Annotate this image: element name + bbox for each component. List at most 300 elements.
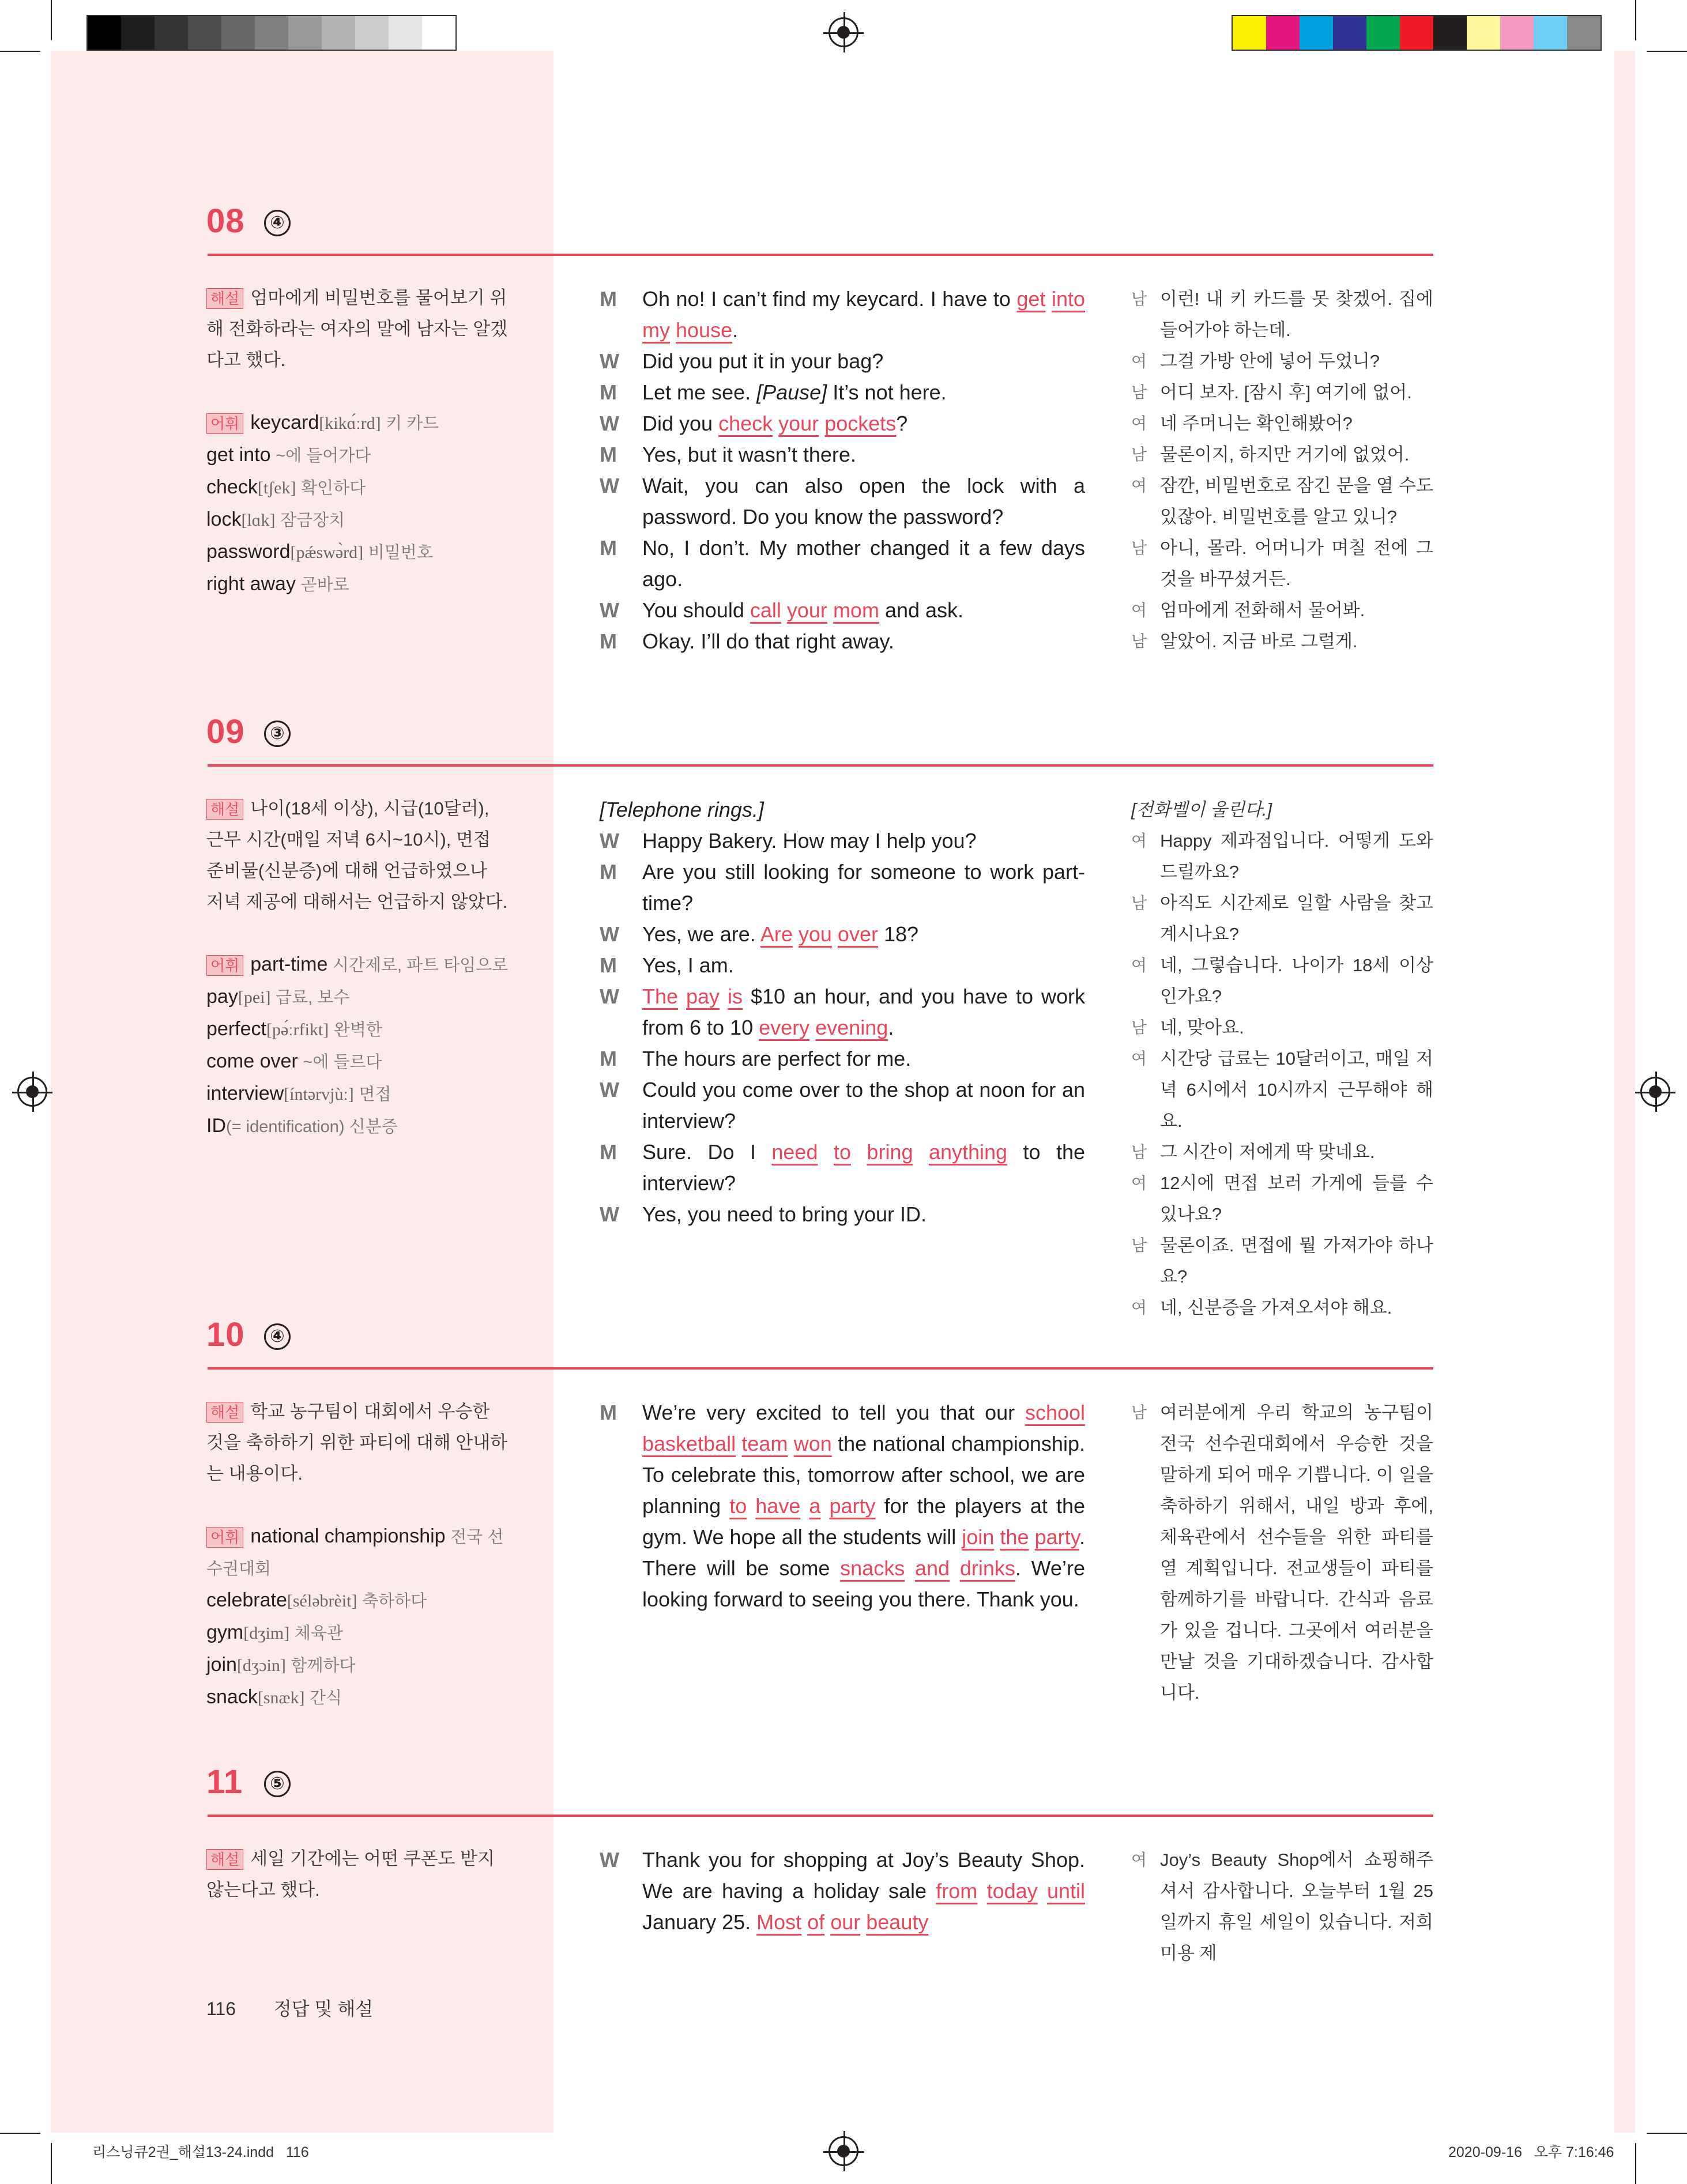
vocab-meaning: ~에 들르다 [303, 1053, 382, 1072]
blank-answer: evening [815, 1016, 888, 1039]
registration-mark-top [829, 17, 858, 47]
vocab-word: national championship [250, 1525, 446, 1547]
blank-answer: from [936, 1879, 978, 1903]
speaker: M [600, 536, 617, 560]
blank-answer: drinks [959, 1556, 1015, 1580]
vocab-meaning: 축하하다 [362, 1592, 427, 1610]
question-number: 11 [206, 1763, 243, 1801]
blank-answer: my [642, 318, 670, 342]
line-text [642, 377, 1085, 408]
vocab-word: come over [206, 1050, 298, 1072]
line-text: Yes, you need to bring your ID. [642, 1202, 927, 1226]
line-text: 물론이지, 하지만 거기에 없었어. [1160, 444, 1410, 465]
blank-answer: over [837, 922, 878, 946]
vocab-word: lock [206, 508, 242, 530]
speaker: 남 [1131, 894, 1147, 912]
blank-answer: check [718, 412, 773, 435]
color-bar [1232, 15, 1602, 51]
line-text: 엄마에게 전화해서 물어봐. [1160, 600, 1365, 620]
explanation-tag: 해설 [206, 288, 243, 309]
blank-answer: party [829, 1494, 876, 1518]
answer-circle: ③ [264, 721, 291, 747]
line-text [642, 919, 1085, 950]
vocab-list [206, 1521, 509, 1714]
vocab-phonetic: [pei] [238, 988, 271, 1007]
vocab-phonetic: [kikɑ́ːrd] [319, 414, 381, 433]
stage-direction: [Telephone rings.] [600, 798, 764, 821]
speaker: M [600, 860, 617, 884]
vocab-phonetic: [lɑk] [241, 511, 276, 530]
blank-answer: mom [833, 598, 879, 622]
dialogue-line [600, 1397, 1085, 1615]
speaker: W [600, 1078, 619, 1102]
speaker: 남 [1131, 539, 1147, 557]
vocab-meaning: (= identification) 신분증 [226, 1118, 398, 1136]
explanation-block [206, 1396, 509, 1714]
crop-mark [0, 2133, 40, 2134]
explanation-block [206, 1843, 509, 1906]
dialogue-english [600, 794, 1085, 1230]
text-run: Did you [642, 412, 719, 435]
text-run: . [888, 1016, 894, 1039]
vocab-phonetic: [séləbrèit] [287, 1591, 357, 1610]
korean-line [1131, 888, 1433, 950]
explanation [206, 282, 509, 376]
right-edge-background [1614, 51, 1635, 2133]
line-text [642, 981, 1085, 1043]
line-text: 시간당 급료는 10달러이고, 매일 저녁 6시에서 10시까지 근무해야 해요. [1160, 1048, 1433, 1131]
explanation [206, 793, 509, 918]
vocab-word: pay [206, 986, 238, 1008]
blank-answer: beauty [866, 1910, 929, 1934]
korean-line [1131, 1230, 1433, 1292]
line-text: Did you put it in your bag? [642, 349, 884, 373]
line-text: 알았어. 지금 바로 그럴게. [1160, 631, 1358, 651]
blank-answer: get [1016, 287, 1046, 311]
line-text: Yes, but it wasn’t there. [642, 443, 856, 466]
blank-answer: bring [867, 1140, 913, 1164]
blank-answer: join [962, 1525, 995, 1549]
korean-line [1131, 1168, 1433, 1230]
vocab-word: get into [206, 444, 271, 466]
question-number: 10 [206, 1316, 245, 1353]
text-run: $10 an hour, and you have to work from 6 to 10 [642, 985, 1085, 1039]
line-text [642, 284, 1085, 346]
line-text: 네 주머니는 확인해봤어? [1160, 413, 1353, 433]
vocab-item [206, 1617, 509, 1649]
question-number: 08 [206, 202, 245, 240]
vocab-tag: 어휘 [206, 1527, 243, 1548]
vocab-meaning: 완벽한 [333, 1021, 382, 1039]
blank-answer: you [798, 922, 832, 946]
blank-answer: party [1034, 1525, 1079, 1549]
line-text: 어디 보자. [잠시 후] 여기에 없어. [1160, 382, 1412, 402]
speaker: W [600, 412, 619, 435]
text-run: to the interview? [642, 1140, 1085, 1195]
text-run: Yes, we are. [642, 922, 760, 946]
vocab-meaning: 면접 [359, 1085, 391, 1104]
speaker: 여 [1131, 1050, 1147, 1068]
vocab-item [206, 568, 509, 601]
explanation-block [206, 282, 509, 601]
speaker: 여 [1131, 414, 1147, 432]
blank-answer: a [809, 1494, 821, 1518]
speaker: W [600, 598, 619, 622]
crop-mark [0, 51, 40, 52]
question-number: 09 [206, 713, 245, 750]
text-run: and ask. [879, 598, 964, 622]
line-text [642, 595, 1085, 626]
blank-answer: pay [686, 985, 720, 1008]
korean-line [1131, 377, 1433, 408]
vocab-word: password [206, 541, 291, 563]
line-text: No, I don’t. My mother changed it a few days ago. [642, 536, 1085, 591]
speaker: M [600, 1047, 617, 1070]
crop-mark [1635, 2143, 1636, 2184]
vocab-word: right away [206, 573, 296, 595]
speaker: 여 [1131, 1174, 1147, 1192]
answer-circle: ⑤ [264, 1771, 291, 1797]
explanation-text: 나이(18세 이상), 시급(10달러), 근무 시간(매일 저녁 6시~10시), 면접 준비물(신분증)에 대해 언급하였으나 저녁 제공에 대해서는 언급하지 않았다. [206, 798, 508, 912]
vocab-item [206, 1649, 509, 1681]
blank-answer: is [728, 985, 743, 1008]
text-run: We’re very excited to tell you that our [642, 1401, 1025, 1424]
dialogue-line [600, 981, 1085, 1043]
page-number: 116 [206, 1998, 236, 2019]
blank-answer: to [729, 1494, 747, 1518]
explanation [206, 1396, 509, 1489]
line-text: Are you still looking for someone to work part-time? [642, 860, 1085, 915]
vocab-phonetic: [tʃek] [257, 478, 296, 497]
stage-direction-line [1131, 794, 1433, 825]
blank-answer: every [759, 1016, 810, 1039]
speaker: W [600, 922, 619, 946]
speaker: M [600, 1401, 617, 1424]
text-run: the national championship. To celebrate this, tomorrow after school, we are planning [642, 1432, 1085, 1518]
book-section-title: 정답 및 해설 [273, 1998, 374, 2019]
dialogue-line [600, 284, 1085, 346]
text-run: for the players at the gym. We hope all the students will [642, 1494, 1085, 1549]
line-text: 잠깐, 비밀번호로 잠긴 문을 열 수도 있잖아. 비밀번호를 알고 있니? [1160, 476, 1433, 527]
vocab-item [206, 1046, 509, 1078]
explanation [206, 1843, 509, 1906]
speaker: W [600, 474, 619, 497]
speaker: 남 [1131, 1143, 1147, 1161]
speaker: 여 [1131, 352, 1147, 370]
explanation-block [206, 793, 509, 1142]
speaker: W [600, 1848, 619, 1872]
explanation-tag: 해설 [206, 799, 243, 820]
korean-line [1131, 408, 1433, 439]
speaker: M [600, 287, 617, 311]
answer-circle: ④ [264, 210, 291, 236]
korean-line [1131, 346, 1433, 377]
speaker: 여 [1131, 1299, 1147, 1317]
line-text: Happy Bakery. How may I help you? [642, 829, 977, 853]
dialogue-line [600, 950, 1085, 981]
speaker: W [600, 1202, 619, 1226]
dialogue-line [600, 1137, 1085, 1199]
explanation-tag: 해설 [206, 1402, 243, 1423]
slug-filename: 리스닝큐2권_해설13-24.indd 116 [92, 2144, 309, 2160]
vocab-meaning: 키 카드 [386, 414, 439, 433]
blank-answer: the [1000, 1525, 1029, 1549]
dialogue-line [600, 533, 1085, 595]
vocab-word: celebrate [206, 1589, 287, 1611]
blank-answer: won [793, 1432, 832, 1455]
line-text [642, 1137, 1085, 1199]
line-text: 그 시간이 저에게 딱 맞네요. [1160, 1142, 1375, 1162]
korean-line [1131, 825, 1433, 888]
section-rule [208, 1815, 1433, 1817]
blank-answer: our [830, 1910, 861, 1934]
dialogue-line [600, 470, 1085, 533]
blank-answer: basketball [642, 1432, 736, 1455]
vocab-meaning: 급료, 보수 [276, 989, 350, 1007]
vocab-meaning: ~에 들어가다 [276, 447, 371, 465]
vocab-word: keycard [250, 412, 319, 433]
vocab-item [206, 471, 509, 504]
explanation-text: 학교 농구팀이 대회에서 우승한 것을 축하하기 위한 파티에 대해 안내하는 내용이다. [206, 1401, 508, 1484]
speaker: 남 [1131, 446, 1147, 463]
explanation-text: 엄마에게 비밀번호를 물어보기 위해 전화하라는 여자의 말에 남자는 알겠다고 했다. [206, 288, 508, 370]
text-run: . [732, 318, 739, 342]
vocab-meaning: 확인하다 [301, 479, 366, 497]
grayscale-bar [86, 15, 457, 51]
vocab-item [206, 1013, 509, 1046]
line-text: 아직도 시간제로 일할 사람을 찾고 계시나요? [1160, 893, 1433, 944]
line-text: Happy 제과점입니다. 어떻게 도와드릴까요? [1160, 831, 1433, 882]
speaker: 남 [1131, 1404, 1147, 1421]
dialogue-english [600, 284, 1085, 657]
vocab-item [206, 1681, 509, 1714]
vocab-meaning: 곧바로 [300, 576, 349, 594]
vocab-item [206, 407, 509, 439]
blank-answer: need [771, 1140, 818, 1164]
crop-mark [1647, 2133, 1687, 2134]
blank-answer: of [807, 1910, 825, 1934]
korean-line [1131, 1043, 1433, 1137]
vocab-tag: 어휘 [206, 955, 243, 976]
line-text: 네, 그렇습니다. 나이가 18세 이상인가요? [1160, 955, 1433, 1006]
korean-line [1131, 1397, 1433, 1708]
vocab-phonetic: [pə́ːrfikt] [266, 1020, 329, 1039]
section-rule [208, 1367, 1433, 1370]
dialogue-line [600, 1844, 1085, 1938]
vocab-meaning: 전국 선수권대회 [206, 1528, 504, 1578]
speaker: 여 [1131, 601, 1147, 619]
dialogue-line [600, 439, 1085, 470]
line-text: Yes, I am. [642, 953, 734, 977]
dialogue-line [600, 377, 1085, 408]
vocab-meaning: 비밀번호 [368, 544, 433, 562]
crop-mark [51, 2143, 52, 2184]
vocab-meaning: 간식 [310, 1689, 342, 1707]
stage-direction: [전화벨이 울린다.] [1131, 799, 1272, 820]
dialogue-line [600, 919, 1085, 950]
vocab-item [206, 439, 509, 471]
line-text: 여러분에게 우리 학교의 농구팀이 전국 선수권대회에서 우승한 것을 말하게 되어 매우 기쁩니다. 이 일을 축하하기 위해서, 내일 방과 후에, 체육관에서 선수들을 위한 파티를 열 계획입니다. 전교생들이 파티를 함께하기를 바랍니다. 간식과 음료가 있을 겁니다. 그곳에서 여러분을 만날 것을 기대하겠습니다. 감사합니다. [1160, 1402, 1433, 1703]
korean-line [1131, 439, 1433, 470]
vocab-item [206, 1078, 509, 1110]
blank-answer: your [786, 598, 827, 622]
text-run: Oh no! I can’t find my keycard. I have to [642, 287, 1017, 311]
text-run: Thank you for shopping at Joy’s Beauty Shop. We are having a holiday sale [642, 1848, 1085, 1903]
stage-direction: [Pause] [756, 380, 827, 404]
vocab-list [206, 949, 509, 1142]
section-rule [208, 764, 1433, 767]
line-text: 네, 신분증을 가져오셔야 해요. [1160, 1297, 1392, 1318]
line-text: Wait, you can also open the lock with a password. Do you know the password? [642, 474, 1085, 529]
korean-line [1131, 1012, 1433, 1043]
blank-answer: and [914, 1556, 950, 1580]
line-text: Joy’s Beauty Shop에서 쇼핑해주셔서 감사합니다. 오늘부터 1월 25일까지 휴일 세일이 있습니다. 저희 미용 제 [1160, 1850, 1433, 1963]
vocab-word: part-time [250, 953, 328, 975]
registration-mark-left [17, 1077, 47, 1107]
speaker: 여 [1131, 956, 1147, 974]
vocab-item [206, 536, 509, 568]
vocab-word: check [206, 476, 258, 498]
registration-mark-bottom [829, 2136, 858, 2166]
speaker: W [600, 829, 619, 853]
speaker: W [600, 985, 619, 1008]
text-run: . There will be some [642, 1525, 1085, 1580]
line-text: 이런! 내 키 카드를 못 찾겠어. 집에 들어가야 하는데. [1160, 289, 1433, 340]
speaker: 여 [1131, 1851, 1147, 1869]
speaker: 남 [1131, 632, 1147, 650]
dialogue-line [600, 1199, 1085, 1230]
speaker: M [600, 443, 617, 466]
dialogue-line [600, 825, 1085, 857]
line-text: 아니, 몰라. 어머니가 며칠 전에 그것을 바꾸셨거든. [1160, 538, 1433, 589]
dialogue-korean [1131, 794, 1433, 1323]
speaker: 남 [1131, 1236, 1147, 1254]
speaker: 남 [1131, 383, 1147, 401]
line-text [642, 408, 1085, 439]
vocab-item [206, 1585, 509, 1617]
vocab-word: snack [206, 1686, 258, 1708]
registration-mark-right [1640, 1077, 1670, 1107]
korean-line [1131, 1292, 1433, 1323]
speaker: 남 [1131, 1019, 1147, 1036]
vocab-word: gym [206, 1621, 244, 1643]
vocab-meaning: 체육관 [294, 1624, 343, 1643]
blank-answer: today [986, 1879, 1038, 1903]
korean-line [1131, 626, 1433, 657]
vocab-tag: 어휘 [206, 413, 243, 434]
blank-answer: house [676, 318, 733, 342]
speaker: 여 [1131, 477, 1147, 495]
dialogue-line [600, 1043, 1085, 1074]
line-text: 네, 맞아요. [1160, 1017, 1244, 1038]
text-run: You should [642, 598, 750, 622]
blank-answer: Are [760, 922, 793, 946]
vocab-meaning: 함께하다 [291, 1657, 356, 1675]
speaker: M [600, 953, 617, 977]
monologue-korean [1131, 1844, 1433, 1969]
vocab-word: perfect [206, 1018, 266, 1040]
vocab-word: ID [206, 1115, 226, 1137]
text-run: . We’re looking forward to seeing you there. Thank you. [642, 1556, 1085, 1611]
blank-answer: team [741, 1432, 788, 1455]
monologue-korean [1131, 1397, 1433, 1708]
dialogue-line [600, 408, 1085, 439]
blank-answer: until [1046, 1879, 1085, 1903]
line-text [642, 1397, 1085, 1615]
blank-answer: snacks [840, 1556, 905, 1580]
explanation-text: 세일 기간에는 어떤 쿠폰도 받지 않는다고 했다. [206, 1849, 495, 1900]
blank-answer: pockets [824, 412, 897, 435]
text-run: Sure. Do I [642, 1140, 772, 1164]
explanation-tag: 해설 [206, 1849, 243, 1870]
korean-line [1131, 284, 1433, 346]
blank-answer: your [778, 412, 819, 435]
vocab-item [206, 1521, 509, 1585]
korean-line [1131, 533, 1433, 595]
vocab-meaning: 시간제로, 파트 타임으로 [333, 956, 509, 975]
line-text: Okay. I’ll do that right away. [642, 629, 894, 653]
speaker: M [600, 380, 617, 404]
speaker: 남 [1131, 290, 1147, 308]
blank-answer: The [642, 985, 679, 1008]
text-run: ? [896, 412, 908, 435]
vocab-phonetic: [snæk] [257, 1688, 305, 1707]
dialogue-line [600, 346, 1085, 377]
dialogue-line [600, 1074, 1085, 1137]
speaker: 여 [1131, 832, 1147, 850]
korean-line [1131, 595, 1433, 626]
vocab-phonetic: [pǽswə̀rd] [290, 543, 364, 562]
vocab-phonetic: [íntərvjùː] [284, 1085, 354, 1104]
korean-line [1131, 950, 1433, 1012]
blank-answer: to [833, 1140, 851, 1164]
blank-answer: into [1051, 287, 1085, 311]
section-rule [208, 254, 1433, 256]
speaker: M [600, 629, 617, 653]
korean-line [1131, 1844, 1433, 1969]
vocab-meaning: 잠금장치 [280, 511, 345, 530]
dialogue-line [600, 595, 1085, 626]
text-run: Let me see. [642, 380, 757, 404]
page-footer [206, 1994, 373, 2021]
crop-mark [51, 0, 52, 40]
blank-answer: anything [928, 1140, 1008, 1164]
line-text [642, 1844, 1085, 1938]
stage-direction-line [600, 794, 1085, 825]
line-text: 그걸 가방 안에 넣어 두었니? [1160, 351, 1380, 371]
line-text: The hours are perfect for me. [642, 1047, 912, 1070]
korean-line [1131, 470, 1433, 533]
vocab-item [206, 504, 509, 536]
vocab-phonetic: [dʒim] [243, 1624, 290, 1643]
blank-answer: call [750, 598, 781, 622]
blank-answer: Most [756, 1910, 802, 1934]
korean-line [1131, 1137, 1433, 1168]
monologue-english [600, 1397, 1085, 1615]
dialogue-line [600, 857, 1085, 919]
vocab-item [206, 981, 509, 1013]
line-text: 12시에 면접 보러 가게에 들를 수 있나요? [1160, 1173, 1433, 1224]
answer-circle: ④ [264, 1323, 291, 1350]
crop-mark [1635, 0, 1636, 40]
line-text: 물론이죠. 면접에 뭘 가져가야 하나요? [1160, 1235, 1433, 1287]
vocab-phonetic: [dʒɔin] [236, 1656, 286, 1675]
speaker: W [600, 349, 619, 373]
vocab-item [206, 949, 509, 981]
slug-datetime: 2020-09-16 오후 7:16:46 [1448, 2144, 1614, 2160]
vocab-item [206, 1110, 509, 1142]
dialogue-korean [1131, 284, 1433, 657]
